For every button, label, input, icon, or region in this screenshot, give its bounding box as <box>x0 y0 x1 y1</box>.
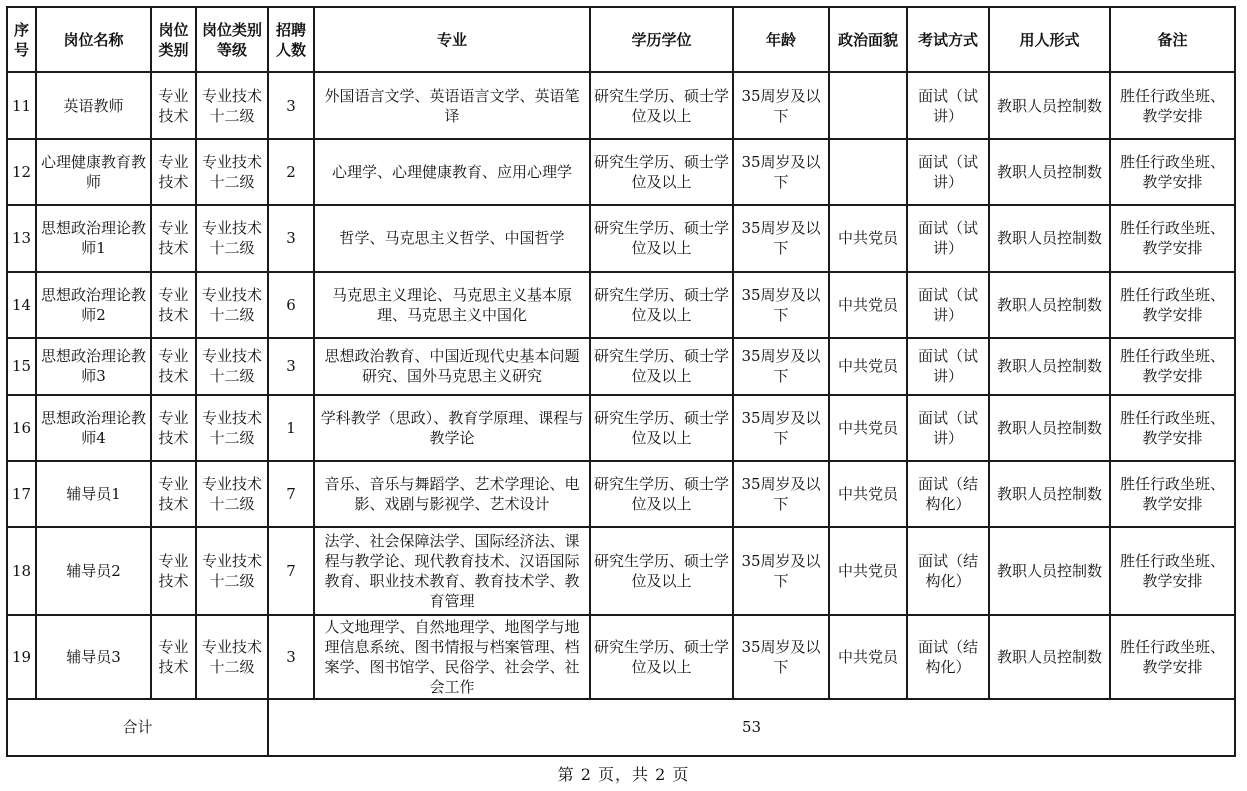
table-cell: 14 <box>7 272 36 338</box>
table-cell: 思想政治理论教师3 <box>36 338 151 395</box>
table-row <box>7 461 1235 527</box>
table-cell: 研究生学历、硕士学位及以上 <box>590 615 733 699</box>
table-cell: 人文地理学、自然地理学、地图学与地理信息系统、图书情报与档案管理、档案学、图书馆学、民俗学、社会学、社会工作 <box>314 615 590 699</box>
header-cell: 政治面貌 <box>829 7 907 72</box>
table-cell: 外国语言文学、英语语言文学、英语笔译 <box>314 72 590 139</box>
table-cell: 3 <box>268 205 314 271</box>
table-cell: 19 <box>7 615 36 699</box>
table-cell: 面试（试讲） <box>907 272 989 338</box>
table-cell: 教职人员控制数 <box>989 72 1110 139</box>
table-cell: 教职人员控制数 <box>989 338 1110 395</box>
table-cell: 15 <box>7 338 36 395</box>
table-cell: 胜任行政坐班、教学安排 <box>1110 527 1235 614</box>
table-cell: 专业技术 <box>151 395 196 461</box>
table-row <box>7 395 1235 461</box>
table-cell: 专业技术 <box>151 338 196 395</box>
header-cell: 考试方式 <box>907 7 989 72</box>
table-cell: 18 <box>7 527 36 614</box>
table-cell: 英语教师 <box>36 72 151 139</box>
table-cell: 中共党员 <box>829 338 907 395</box>
table-cell: 13 <box>7 205 36 271</box>
table-cell: 研究生学历、硕士学位及以上 <box>590 527 733 614</box>
table-cell: 胜任行政坐班、教学安排 <box>1110 139 1235 205</box>
table-cell: 研究生学历、硕士学位及以上 <box>590 395 733 461</box>
table-cell: 胜任行政坐班、教学安排 <box>1110 72 1235 139</box>
table-cell: 2 <box>268 139 314 205</box>
page-footer: 第 2 页，共 2 页 <box>557 765 690 784</box>
table-cell: 35周岁及以下 <box>733 272 829 338</box>
table-cell: 法学、社会保障法学、国际经济法、课程与教学论、现代教育技术、汉语国际教育、职业技术教育、教育技术学、教育管理 <box>314 527 590 614</box>
header-cell: 序号 <box>7 7 36 72</box>
table-cell: 中共党员 <box>829 395 907 461</box>
table-cell: 研究生学历、硕士学位及以上 <box>590 338 733 395</box>
recruitment-table <box>6 6 1236 757</box>
table-cell: 哲学、马克思主义哲学、中国哲学 <box>314 205 590 271</box>
table-cell: 辅导员3 <box>36 615 151 699</box>
header-cell: 岗位名称 <box>36 7 151 72</box>
table-cell: 35周岁及以下 <box>733 139 829 205</box>
header-cell: 专业 <box>314 7 590 72</box>
table-cell: 学科教学（思政）、教育学原理、课程与教学论 <box>314 395 590 461</box>
table-cell: 中共党员 <box>829 205 907 271</box>
table-row <box>7 139 1235 205</box>
table-cell: 音乐、音乐与舞蹈学、艺术学理论、电影、戏剧与影视学、艺术设计 <box>314 461 590 527</box>
table-row <box>7 527 1235 614</box>
table-row <box>7 205 1235 271</box>
table-cell: 教职人员控制数 <box>989 205 1110 271</box>
table-cell: 研究生学历、硕士学位及以上 <box>590 461 733 527</box>
table-cell: 35周岁及以下 <box>733 72 829 139</box>
table-cell: 专业技术 <box>151 139 196 205</box>
table-cell: 思想政治理论教师4 <box>36 395 151 461</box>
table-cell: 教职人员控制数 <box>989 615 1110 699</box>
table-cell: 心理学、心理健康教育、应用心理学 <box>314 139 590 205</box>
header-cell: 岗位类别 <box>151 7 196 72</box>
header-cell: 备注 <box>1110 7 1235 72</box>
table-cell: 35周岁及以下 <box>733 395 829 461</box>
table-cell: 心理健康教育教师 <box>36 139 151 205</box>
table-cell: 7 <box>268 461 314 527</box>
table-cell: 专业技术十二级 <box>196 205 268 271</box>
table-cell: 35周岁及以下 <box>733 527 829 614</box>
table-cell: 研究生学历、硕士学位及以上 <box>590 272 733 338</box>
table-cell: 胜任行政坐班、教学安排 <box>1110 272 1235 338</box>
header-cell: 年龄 <box>733 7 829 72</box>
table-cell: 研究生学历、硕士学位及以上 <box>590 139 733 205</box>
header-cell: 用人形式 <box>989 7 1110 72</box>
table-cell: 1 <box>268 395 314 461</box>
table-cell: 思想政治理论教师2 <box>36 272 151 338</box>
table-row <box>7 272 1235 338</box>
table-cell: 专业技术十二级 <box>196 527 268 614</box>
table-cell: 马克思主义理论、马克思主义基本原理、马克思主义中国化 <box>314 272 590 338</box>
table-cell: 胜任行政坐班、教学安排 <box>1110 205 1235 271</box>
table-cell: 辅导员1 <box>36 461 151 527</box>
table-cell: 教职人员控制数 <box>989 395 1110 461</box>
table-cell: 中共党员 <box>829 461 907 527</box>
table-cell: 专业技术 <box>151 615 196 699</box>
table-cell: 35周岁及以下 <box>733 615 829 699</box>
table-cell: 面试（结构化） <box>907 461 989 527</box>
table-cell: 7 <box>268 527 314 614</box>
table-cell: 面试（结构化） <box>907 527 989 614</box>
table-cell: 3 <box>268 615 314 699</box>
table-cell: 专业技术十二级 <box>196 72 268 139</box>
table-cell: 专业技术十二级 <box>196 395 268 461</box>
table-cell: 专业技术十二级 <box>196 461 268 527</box>
table-cell: 胜任行政坐班、教学安排 <box>1110 395 1235 461</box>
table-cell: 专业技术十二级 <box>196 338 268 395</box>
table-cell: 专业技术 <box>151 461 196 527</box>
table-row <box>7 615 1235 699</box>
table-cell: 35周岁及以下 <box>733 461 829 527</box>
table-cell: 教职人员控制数 <box>989 139 1110 205</box>
table-cell: 专业技术十二级 <box>196 272 268 338</box>
table-cell: 专业技术 <box>151 205 196 271</box>
total-value: 53 <box>268 699 1235 756</box>
total-row <box>7 699 1235 756</box>
table-cell: 12 <box>7 139 36 205</box>
table-header-row <box>7 7 1235 72</box>
table-cell: 面试（试讲） <box>907 395 989 461</box>
table-cell: 胜任行政坐班、教学安排 <box>1110 461 1235 527</box>
table-cell: 面试（结构化） <box>907 615 989 699</box>
table-cell: 研究生学历、硕士学位及以上 <box>590 205 733 271</box>
table-cell: 面试（试讲） <box>907 338 989 395</box>
table-cell: 35周岁及以下 <box>733 338 829 395</box>
table-cell: 11 <box>7 72 36 139</box>
table-row <box>7 72 1235 139</box>
table-cell: 17 <box>7 461 36 527</box>
table-cell: 教职人员控制数 <box>989 272 1110 338</box>
table-cell: 思想政治理论教师1 <box>36 205 151 271</box>
table-cell: 中共党员 <box>829 272 907 338</box>
header-cell: 招聘人数 <box>268 7 314 72</box>
table-cell: 胜任行政坐班、教学安排 <box>1110 338 1235 395</box>
table-cell: 思想政治教育、中国近现代史基本问题研究、国外马克思主义研究 <box>314 338 590 395</box>
table-cell: 教职人员控制数 <box>989 527 1110 614</box>
table-cell: 专业技术十二级 <box>196 139 268 205</box>
table-cell: 面试（试讲） <box>907 72 989 139</box>
table-cell: 专业技术十二级 <box>196 615 268 699</box>
table-cell: 35周岁及以下 <box>733 205 829 271</box>
table-cell: 辅导员2 <box>36 527 151 614</box>
table-cell: 研究生学历、硕士学位及以上 <box>590 72 733 139</box>
table-cell: 专业技术 <box>151 527 196 614</box>
table-cell: 教职人员控制数 <box>989 461 1110 527</box>
table-cell <box>829 72 907 139</box>
total-label: 合计 <box>7 699 268 756</box>
table-row <box>7 338 1235 395</box>
table-cell: 面试（试讲） <box>907 205 989 271</box>
table-cell: 专业技术 <box>151 272 196 338</box>
table-cell: 专业技术 <box>151 72 196 139</box>
table-cell: 中共党员 <box>829 527 907 614</box>
header-cell: 岗位类别等级 <box>196 7 268 72</box>
table-cell: 3 <box>268 338 314 395</box>
table-cell: 面试（试讲） <box>907 139 989 205</box>
table-cell: 16 <box>7 395 36 461</box>
header-cell: 学历学位 <box>590 7 733 72</box>
table-cell: 中共党员 <box>829 615 907 699</box>
table-cell: 3 <box>268 72 314 139</box>
table-cell: 胜任行政坐班、教学安排 <box>1110 615 1235 699</box>
table-cell: 6 <box>268 272 314 338</box>
table-cell <box>829 139 907 205</box>
